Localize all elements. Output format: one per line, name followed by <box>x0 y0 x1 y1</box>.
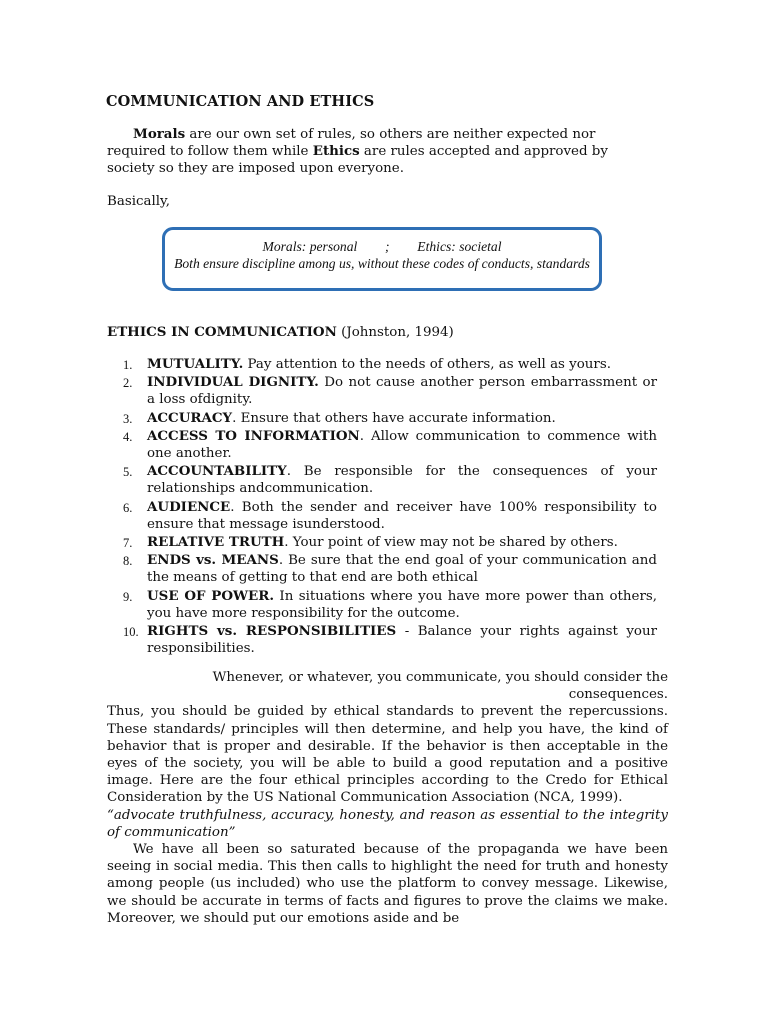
list-item-desc: . Ensure that others have accurate information. <box>232 410 556 426</box>
ethics-section-heading <box>107 324 454 341</box>
list-item-term: ACCESS TO INFORMATION <box>147 427 360 444</box>
ethics-term: Ethics <box>312 143 360 160</box>
list-item <box>107 499 657 533</box>
list-item <box>107 623 657 657</box>
morals-ethics-callout <box>162 227 602 291</box>
list-item-term: ACCOUNTABILITY <box>147 463 287 480</box>
list-item-number: 7. <box>123 536 133 551</box>
list-item-desc: Do not cause another person embarrassment or a loss ofdignity. <box>147 375 657 408</box>
list-item-term: RIGHTS vs. RESPONSIBILITIES <box>147 623 397 640</box>
intro-text-b: are rules accepted and approved by society so they are imposed upon everyone. <box>107 144 608 177</box>
callout-line-2: Both ensure discipline among us, without these codes of conducts, standards <box>174 255 590 271</box>
closing-last-paragraph: We have all been so saturated because of the propaganda we have been seeing in social media. This then calls to highlight the need for truth and honesty among people (us included) who use the platform to convey message. Likewise, we should be accurate in terms of facts and figures to prove the claims we make. Moreover, we should put our emotions aside and be <box>107 842 668 926</box>
list-item-number: 9. <box>123 589 133 604</box>
list-item-number: 1. <box>123 358 133 372</box>
morals-term: Morals <box>133 126 186 142</box>
section-citation: (Johnston, 1994) <box>336 325 454 340</box>
list-item-term: RELATIVE TRUTH <box>147 534 285 551</box>
list-item-desc: Pay attention to the needs of others, as well as yours. <box>243 357 611 372</box>
list-item-desc: - Balance your rights against your responsibilities. <box>147 624 657 657</box>
list-item-desc: . Be sure that the end goal of your communication and the means of getting to that end are both ethical <box>147 553 657 586</box>
list-item <box>107 356 657 373</box>
list-item <box>107 428 657 462</box>
callout-row-1 <box>165 239 599 256</box>
list-item <box>107 588 657 622</box>
nca-quote: “advocate truthfulness, accuracy, honesty, and reason as essential to the integrity of communication” <box>107 807 668 840</box>
list-item <box>107 552 657 586</box>
list-item <box>107 463 657 497</box>
closing-body: Thus, you should be guided by ethical standards to prevent the repercussions. These standards/ principles will then determine, and help you have, the kind of behavior that is proper and desirable. If the behavior is then acceptable in the eyes of the society, you will be able to build a good reputation and a positive image. Here are the four ethical principles according to the Credo for Ethical Consideration by the US National Communication Association (NCA, 1999). <box>107 704 668 806</box>
list-item-number: 10. <box>123 625 139 640</box>
list-item-term: INDIVIDUAL DIGNITY. <box>147 374 319 391</box>
callout-morals: Morals: personal <box>262 239 358 254</box>
basically-text: Basically, <box>107 194 171 209</box>
list-item-number: 4. <box>123 429 133 444</box>
list-item-number: 2. <box>123 376 133 391</box>
intro-paragraph <box>107 126 647 178</box>
ethics-list <box>107 356 657 658</box>
list-item <box>107 374 657 408</box>
callout-separator: ; <box>385 239 390 254</box>
list-item-desc: . Your point of view may not be shared by others. <box>284 535 618 551</box>
list-item-term: AUDIENCE <box>147 498 231 515</box>
list-item-term: ENDS vs. MEANS <box>147 552 279 569</box>
list-item-desc: . Allow communication to commence with one another. <box>147 428 657 462</box>
list-item <box>107 410 657 427</box>
list-item-term: MUTUALITY. <box>147 356 244 372</box>
list-item-number: 8. <box>123 554 133 569</box>
section-heading-text: ETHICS IN COMMUNICATION <box>107 324 337 340</box>
callout-ethics: Ethics: societal <box>417 239 502 254</box>
list-item-number: 6. <box>123 500 133 515</box>
list-item-term: USE OF POWER. <box>147 587 275 604</box>
list-item <box>107 534 657 551</box>
list-item-term: ACCURACY <box>147 409 233 426</box>
list-item-number: 3. <box>123 411 133 426</box>
list-item-number: 5. <box>123 465 133 480</box>
intro-text-a: are our own set of rules, so others are neither expected nor required to follow them while <box>107 127 596 160</box>
closing-first-line: Whenever, or whatever, you communicate, you should consider the consequences. <box>212 670 668 703</box>
document-title: COMMUNICATION AND ETHICS <box>106 93 375 110</box>
list-item-desc: . Both the sender and receiver have 100% responsibility to ensure that message isunderstood. <box>147 499 657 532</box>
list-item-desc: In situations where you have more power than others, you have more responsibility for the outcome. <box>147 588 657 621</box>
list-item-desc: . Be responsible for the consequences of your relationships andcommunication. <box>147 464 657 497</box>
closing-section <box>107 669 668 927</box>
